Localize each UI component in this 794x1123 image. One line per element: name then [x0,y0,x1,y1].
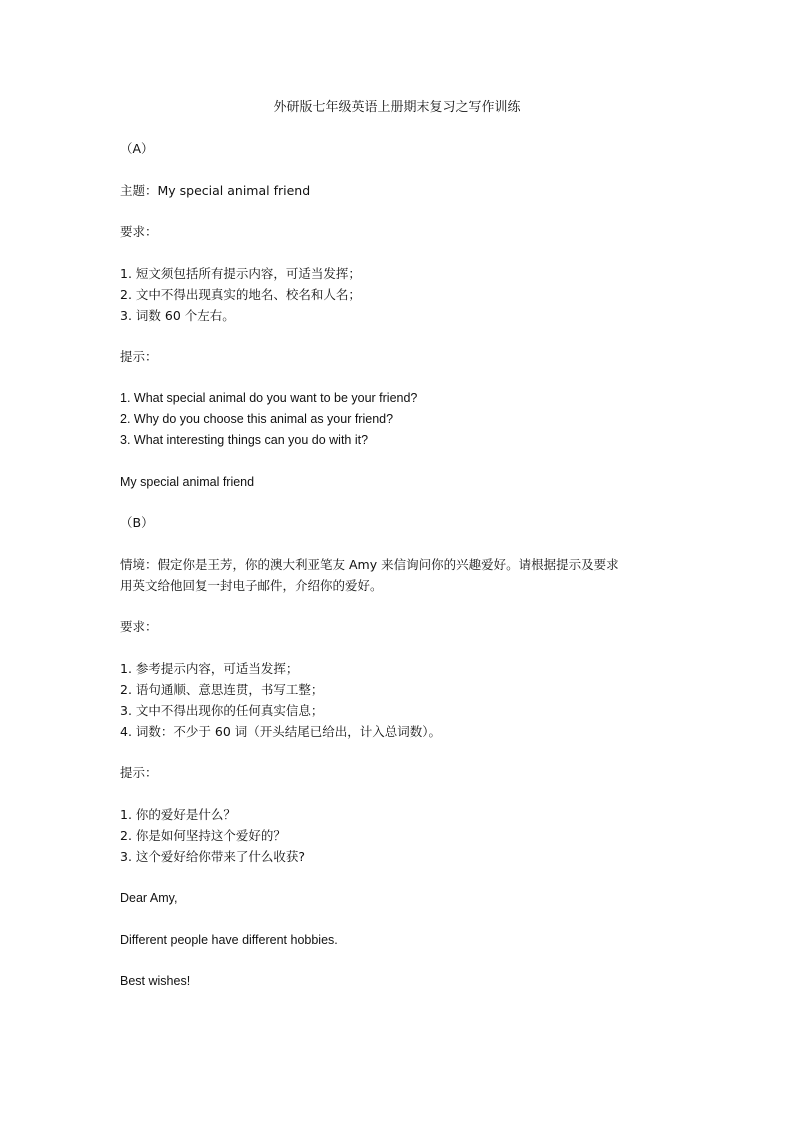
part-a-topic: 主题：My special animal friend [120,183,311,198]
part-b-situation-line-1: 情境：假定你是王芳，你的澳大利亚笔友 Amy 来信询问你的兴趣爱好。请根据提示及要求 [120,557,619,572]
part-b-requirements-heading: 要求： [120,619,158,634]
part-a-hint-1: 1. What special animal do you want to be your friend? [120,391,418,405]
letter-opening: Different people have different hobbies. [120,933,338,947]
part-a-hint-2: 2. Why do you choose this animal as your friend? [120,412,394,426]
part-b-hint-3: 3. 这个爱好给你带来了什么收获? [120,849,306,864]
part-a-hint-3: 3. What interesting things can you do with it? [120,433,369,447]
letter-closing: Best wishes! [120,974,191,988]
part-a-requirement-3: 3. 词数 60 个左右。 [120,308,235,323]
part-b-hints-heading: 提示： [120,765,158,780]
part-b-label: （B） [120,515,154,530]
document-title: 外研版七年级英语上册期末复习之写作训练 [273,100,521,115]
part-a-label: （A） [120,141,154,156]
part-a-essay-title: My special animal friend [120,475,255,489]
letter-greeting: Dear Amy, [120,891,178,905]
part-b-requirement-4: 4. 词数：不少于 60 词（开头结尾已给出，计入总词数）。 [120,724,442,739]
part-b-requirement-1: 1. 参考提示内容，可适当发挥； [120,661,299,676]
part-a-requirement-2: 2. 文中不得出现真实的地名、校名和人名； [120,287,361,302]
part-a-requirement-1: 1. 短文须包括所有提示内容，可适当发挥； [120,266,361,281]
part-b-hint-2: 2. 你是如何坚持这个爱好的？ [120,828,286,843]
part-b-situation-line-2: 用英文给他回复一封电子邮件，介绍你的爱好。 [120,578,383,593]
part-a-hints-heading: 提示： [120,349,158,364]
part-a-requirements-heading: 要求： [120,224,158,239]
part-b-requirement-2: 2. 语句通顺、意思连贯，书写工整； [120,682,324,697]
part-b-requirement-3: 3. 文中不得出现你的任何真实信息； [120,703,324,718]
part-b-hint-1: 1. 你的爱好是什么？ [120,807,236,822]
